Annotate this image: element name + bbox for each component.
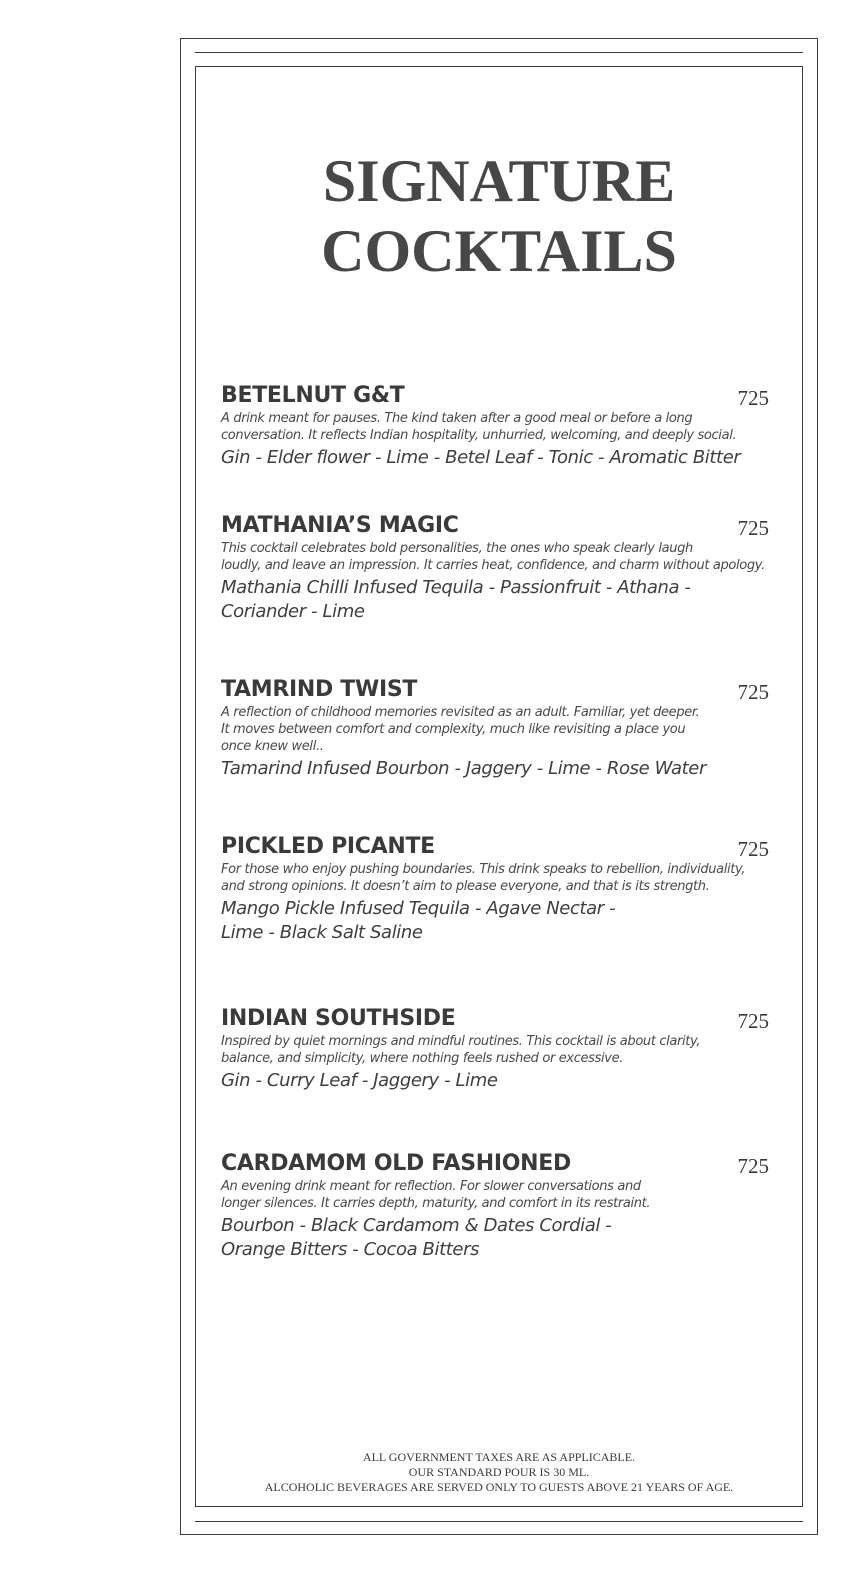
frame-divider-top	[195, 52, 803, 53]
item-name: MATHANIA’S MAGIC	[221, 513, 459, 538]
item-price: 725	[737, 386, 769, 410]
menu-item-mathania	[221, 513, 773, 624]
item-name: TAMRIND TWIST	[221, 677, 418, 702]
menu-item-indian-southside	[221, 1006, 773, 1093]
item-description: For those who enjoy pushing boundaries. This drink speaks to rebellion, individuality, and strong opinions. It doesn’t aim to please everyone, and that is its strength.	[221, 862, 746, 894]
item-name: PICKLED PICANTE	[221, 834, 435, 859]
menu-title	[195, 146, 803, 286]
item-description: Inspired by quiet mornings and mindful routines. This cocktail is about clarity, balance, and simplicity, where nothing feels rushed or excessive.	[221, 1034, 701, 1066]
item-name: INDIAN SOUTHSIDE	[221, 1006, 456, 1031]
menu-title-line1: SIGNATURE	[322, 148, 676, 214]
item-name: BETELNUT G&T	[221, 383, 405, 408]
menu-item-cardamom-old-fashioned	[221, 1151, 773, 1262]
menu-item-betelnut	[221, 383, 773, 470]
item-ingredients: Gin - Curry Leaf - Jaggery - Lime	[221, 1070, 498, 1091]
item-price: 725	[737, 1154, 769, 1178]
item-price: 725	[737, 1009, 769, 1033]
item-description: A drink meant for pauses. The kind taken after a good meal or before a long conversation. It reflects Indian hospitality, unhurried, welcoming, and deeply social.	[221, 411, 737, 443]
footer-taxes-note: ALL GOVERNMENT TAXES ARE AS APPLICABLE.	[362, 1450, 636, 1464]
menu-item-tamrind	[221, 677, 773, 781]
frame-divider-bottom	[195, 1521, 803, 1522]
item-description: An evening drink meant for reflection. For slower conversations and longer silences. It carries depth, maturity, and comfort in its restraint.	[221, 1179, 651, 1211]
menu-title-line2: COCKTAILS	[321, 218, 677, 284]
item-ingredients: Mango Pickle Infused Tequila - Agave Nectar - Lime - Black Salt Saline	[221, 898, 616, 943]
item-ingredients: Bourbon - Black Cardamom & Dates Cordial - Orange Bitters - Cocoa Bitters	[221, 1215, 612, 1260]
item-name: CARDAMOM OLD FASHIONED	[221, 1151, 571, 1176]
item-ingredients: Gin - Elder flower - Lime - Betel Leaf - Tonic - Aromatic Bitter	[221, 447, 741, 468]
item-price: 725	[737, 837, 769, 861]
footer-age-note: ALCOHOLIC BEVERAGES ARE SERVED ONLY TO GUESTS ABOVE 21 YEARS OF AGE.	[264, 1480, 734, 1494]
item-price: 725	[737, 516, 769, 540]
footer-pour-note: OUR STANDARD POUR IS 30 ML.	[408, 1465, 590, 1479]
item-description: This cocktail celebrates bold personalities, the ones who speak clearly laugh loudly, and leave an impression. It carries heat, confidence, and charm without apology.	[221, 541, 765, 573]
item-description: A reflection of childhood memories revisited as an adult. Familiar, yet deeper. It moves between comfort and complexity, much like revisiting a place you once knew well..	[221, 705, 700, 754]
menu-footer	[195, 1450, 803, 1495]
item-ingredients: Tamarind Infused Bourbon - Jaggery - Lime - Rose Water	[221, 758, 706, 779]
item-ingredients: Mathania Chilli Infused Tequila - Passionfruit - Athana - Coriander - Lime	[221, 577, 691, 622]
item-price: 725	[737, 680, 769, 704]
menu-item-pickled-picante	[221, 834, 773, 945]
